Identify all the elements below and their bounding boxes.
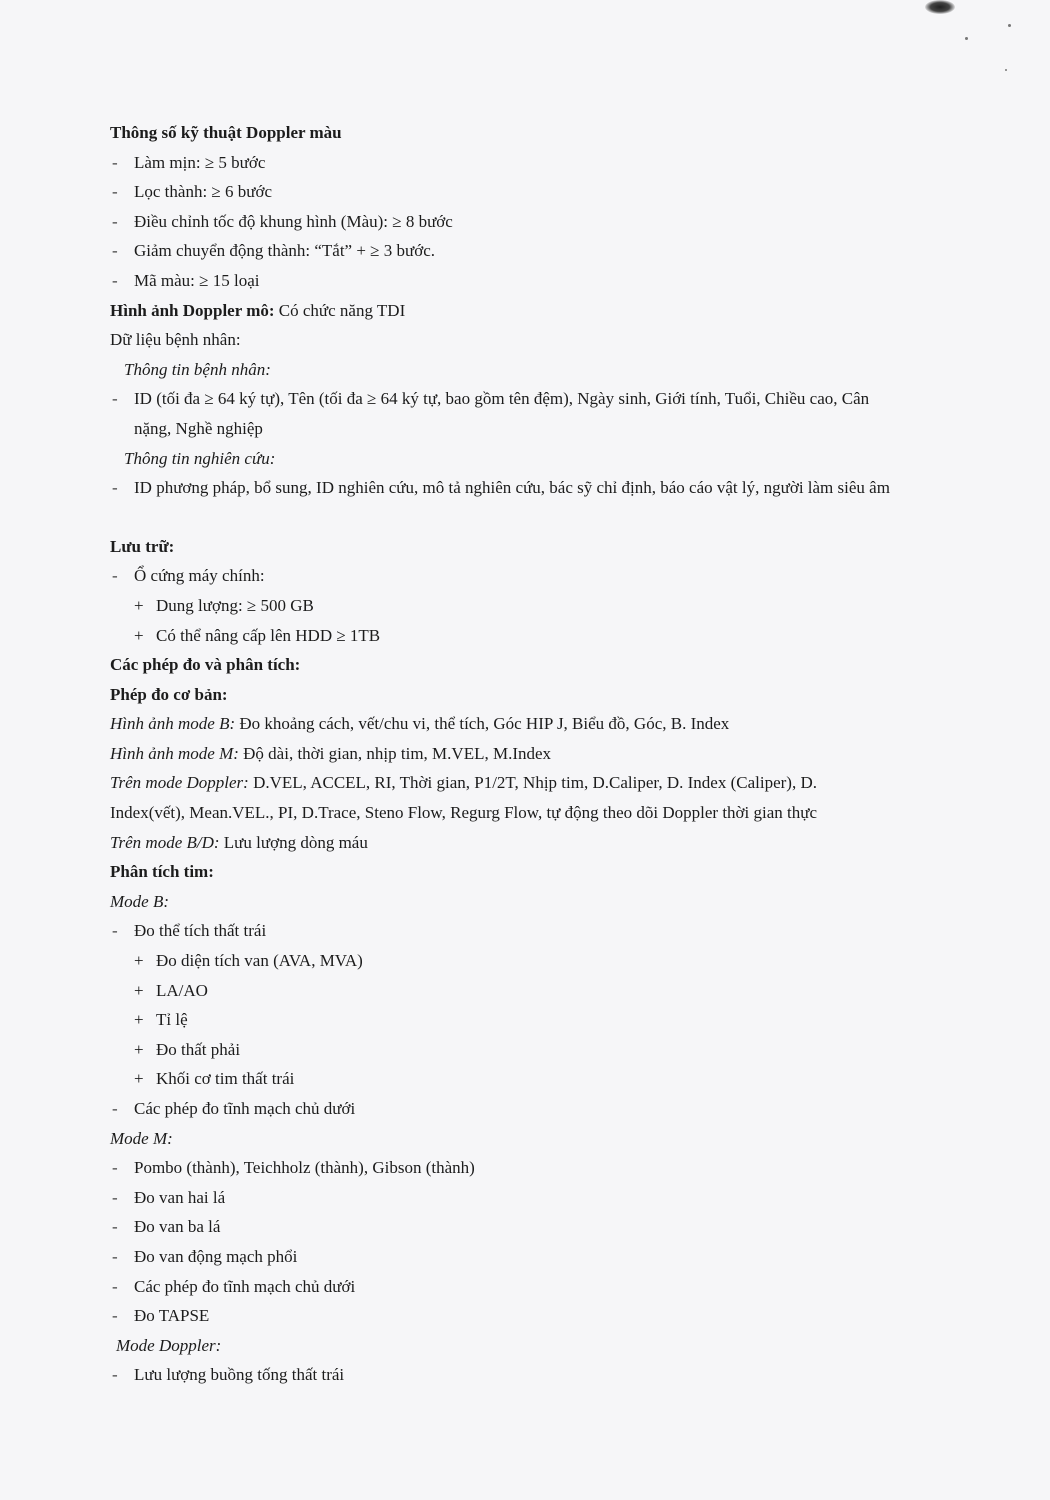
sub-list-item: + Tỉ lệ [110, 1005, 1030, 1035]
plus-bullet: + [134, 1010, 144, 1030]
list-item: - Các phép đo tĩnh mạch chủ dưới [110, 1272, 1030, 1302]
scan-smudge [925, 0, 955, 14]
document-body [110, 118, 1030, 1390]
dash-bullet: - [112, 270, 118, 290]
plus-bullet: + [134, 595, 144, 615]
dash-bullet: - [112, 1217, 118, 1237]
dash-bullet: - [112, 566, 118, 586]
dash-bullet: - [112, 1187, 118, 1207]
measurement-row: Trên mode B/D: Lưu lượng dòng máu [110, 832, 368, 852]
scan-speck [965, 37, 968, 40]
list-item: - Đo thể tích thất trái [110, 916, 1030, 946]
sub-list-item: + LA/AO [110, 976, 1030, 1006]
plus-bullet: + [134, 980, 144, 1000]
blank-line [110, 503, 1030, 532]
section-title-cardiac: Phân tích tim: [110, 862, 214, 882]
tissue-doppler-row [110, 296, 1030, 326]
list-item: - Điều chỉnh tốc độ khung hình (Màu): ≥ 8 bước [110, 207, 1030, 237]
dash-bullet: - [112, 1276, 118, 1296]
section-title-doppler-color: Thông số kỹ thuật Doppler màu [110, 123, 342, 142]
plus-bullet: + [134, 951, 144, 971]
measurement-row: Hình ảnh mode M: Độ dài, thời gian, nhịp tim, M.VEL, M.Index [110, 743, 552, 763]
dash-bullet: - [112, 921, 118, 941]
list-item: - Các phép đo tĩnh mạch chủ dưới [110, 1094, 1030, 1124]
patient-data-title: Dữ liệu bệnh nhân: [110, 330, 241, 350]
section-title-storage: Lưu trữ: [110, 536, 175, 556]
dash-bullet: - [112, 1099, 118, 1118]
dash-bullet: - [112, 241, 118, 261]
list-item: - Lọc thành: ≥ 6 bước [110, 177, 1030, 207]
dash-bullet: - [112, 1246, 118, 1266]
tissue-doppler-label: Hình ảnh Doppler mô: [110, 300, 275, 320]
dash-bullet: - [112, 1365, 118, 1385]
list-item: - Ổ cứng máy chính: [110, 561, 1030, 591]
scan-speck [1008, 24, 1011, 27]
study-info-label: Thông tin nghiên cứu: [124, 448, 276, 468]
mode-m-label: Mode M: [110, 1128, 173, 1148]
dash-bullet: - [112, 211, 118, 231]
plus-bullet: + [134, 1039, 144, 1059]
list-item: - ID (tối đa ≥ 64 ký tự), Tên (tối đa ≥ 64 ký tự, bao gồm tên đệm), Ngày sinh, Giới tính, Tuổi, Chiều cao, Cân [110, 384, 1030, 414]
dash-bullet: - [112, 182, 118, 202]
mode-doppler-label: Mode Doppler: [116, 1335, 222, 1355]
list-item: - Đo van hai lá [110, 1183, 1030, 1213]
sub-list-item: + Đo diện tích van (AVA, MVA) [110, 946, 1030, 976]
measurement-row: Trên mode Doppler: D.VEL, ACCEL, RI, Thời gian, P1/2T, Nhịp tim, D.Caliper, D. Index (Caliper), D. [110, 773, 817, 793]
measurement-row-continuation: Index(vết), Mean.VEL., PI, D.Trace, Steno Flow, Regurg Flow, tự động theo dõi Doppler thời gian thực [110, 803, 818, 823]
list-item: - Lưu lượng buồng tống thất trái [110, 1360, 1030, 1390]
list-item-continuation: nặng, Nghề nghiệp [134, 418, 263, 438]
list-item: - Đo van động mạch phổi [110, 1242, 1030, 1272]
sub-list-item: + Có thể nâng cấp lên HDD ≥ 1TB [110, 621, 1030, 651]
list-item: - Làm mịn: ≥ 5 bước [110, 148, 1030, 178]
plus-bullet: + [134, 1069, 144, 1089]
list-item: - Đo TAPSE [110, 1301, 1030, 1331]
list-item: - Pombo (thành), Teichholz (thành), Gibson (thành) [110, 1153, 1030, 1183]
subsection-title-basic: Phép đo cơ bản: [110, 684, 228, 704]
dash-bullet: - [112, 152, 118, 172]
patient-info-label: Thông tin bệnh nhân: [124, 359, 271, 379]
mode-b-label: Mode B: [110, 891, 170, 911]
scan-speck [1005, 69, 1007, 71]
list-item: - Đo van ba lá [110, 1212, 1030, 1242]
dash-bullet: - [112, 389, 118, 409]
list-item: - Mã màu: ≥ 15 loại [110, 266, 1030, 296]
sub-list-item: + Dung lượng: ≥ 500 GB [110, 591, 1030, 621]
sub-list-item: + Khối cơ tim thất trái [110, 1064, 1030, 1094]
plus-bullet: + [134, 625, 144, 645]
dash-bullet: - [112, 1158, 118, 1178]
list-item: - ID phương pháp, bổ sung, ID nghiên cứu, mô tả nghiên cứu, bác sỹ chỉ định, báo cáo vật lý, người làm siêu âm [110, 473, 1030, 503]
dash-bullet: - [112, 478, 118, 498]
tissue-doppler-value: Có chức năng TDI [274, 300, 406, 320]
section-title-measurements: Các phép đo và phân tích: [110, 655, 301, 675]
list-item: - Giảm chuyển động thành: “Tắt” + ≥ 3 bước. [110, 236, 1030, 266]
sub-list-item: + Đo thất phải [110, 1035, 1030, 1065]
measurement-row: Hình ảnh mode B: Đo khoảng cách, vết/chu vi, thể tích, Góc HIP J, Biểu đồ, Góc, B. Index [110, 714, 730, 734]
dash-bullet: - [112, 1306, 118, 1326]
